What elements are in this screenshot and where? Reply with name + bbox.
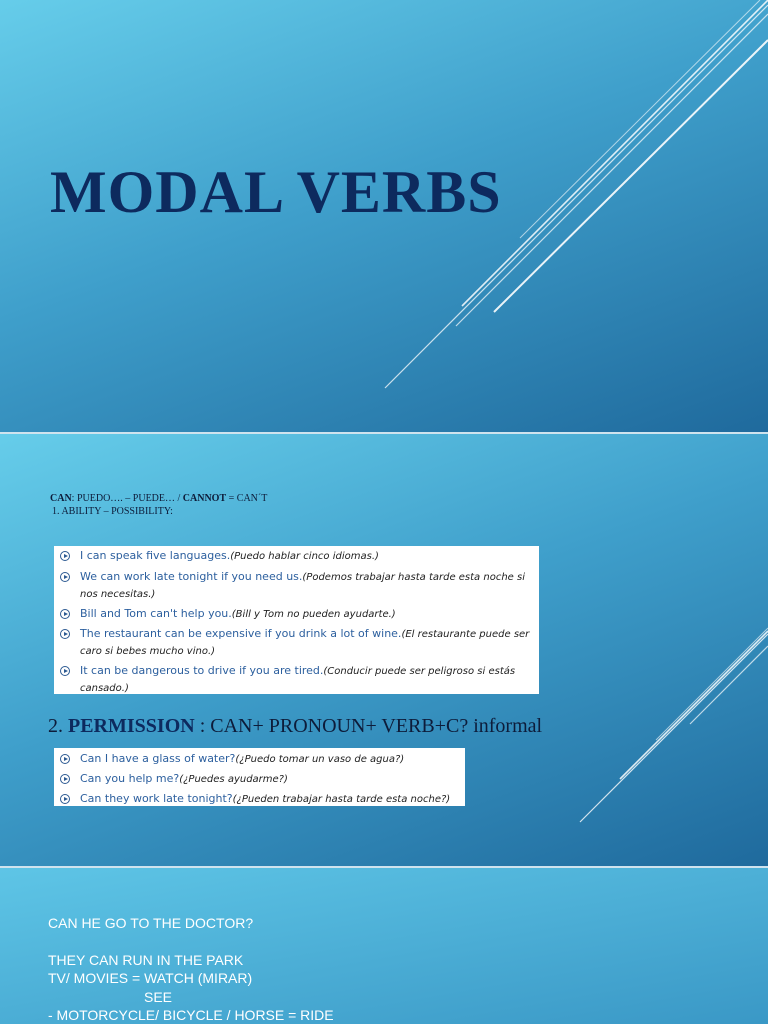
slide-examples xyxy=(0,868,768,1024)
list-item: Can I have a glass of water?(¿Puedo tomar un vaso de agua?) xyxy=(54,751,465,768)
list-item: The restaurant can be expensive if you drink a lot of wine.(El restaurante puede ser caro si bebes mucho vino.) xyxy=(54,626,539,660)
permission-examples-box xyxy=(54,748,465,806)
play-bullet-icon xyxy=(60,551,70,561)
list-item: It can be dangerous to drive if you are tired.(Conducir puede ser peligroso si estás cansado.) xyxy=(54,663,539,697)
slide-title-text: MODAL VERBS xyxy=(50,159,502,225)
play-bullet-icon xyxy=(60,774,70,784)
list-item: Can they work late tonight?(¿Pueden trabajar hasta tarde esta noche?) xyxy=(54,791,465,808)
ability-heading: 1. ABILITY – POSSIBILITY: xyxy=(52,506,173,517)
example-line-1: CAN HE GO TO THE DOCTOR? xyxy=(48,915,254,931)
play-bullet-icon xyxy=(60,572,70,582)
play-bullet-icon xyxy=(60,609,70,619)
example-line-5: - MOTORCYCLE/ BICYCLE / HORSE = RIDE xyxy=(48,1007,334,1023)
list-item: We can work late tonight if you need us.(Podemos trabajar hasta tarde esta noche si nos necesitas.) xyxy=(54,569,539,603)
list-item: Bill and Tom can't help you.(Bill y Tom no pueden ayudarte.) xyxy=(54,606,539,623)
example-line-2: THEY CAN RUN IN THE PARK xyxy=(48,952,244,968)
play-bullet-icon xyxy=(60,754,70,764)
play-bullet-icon xyxy=(60,666,70,676)
example-line-4: SEE xyxy=(144,989,173,1005)
can-definition: CAN: PUEDO…. – PUEDE… / CANNOT = CAN´T xyxy=(50,493,268,504)
example-line-3: TV/ MOVIES = WATCH (MIRAR) xyxy=(48,970,253,986)
play-bullet-icon xyxy=(60,629,70,639)
list-item: Can you help me?(¿Puedes ayudarme?) xyxy=(54,771,465,788)
permission-heading: 2. PERMISSION : CAN+ PRONOUN+ VERB+C? informal xyxy=(48,715,543,737)
play-bullet-icon xyxy=(60,794,70,804)
ability-examples-box xyxy=(54,546,539,694)
list-item: I can speak five languages.(Puedo hablar cinco idiomas.) xyxy=(54,548,539,565)
slide-title xyxy=(0,0,768,432)
